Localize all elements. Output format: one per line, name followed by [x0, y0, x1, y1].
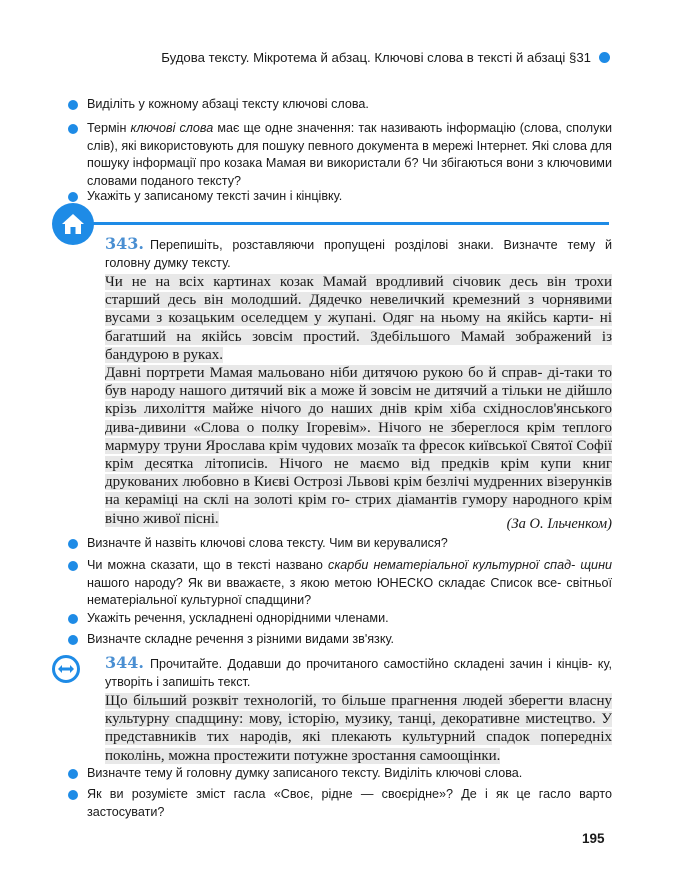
exercise-344-text — [105, 692, 612, 765]
task-text: Укажіть у записаному тексті зачин і кінцівку. — [87, 189, 343, 203]
header-dot-icon — [599, 52, 610, 63]
section-divider — [70, 222, 609, 225]
task-bullet — [87, 786, 612, 821]
exercise-number: 343. — [105, 234, 144, 253]
exercise-344-instruction — [105, 654, 612, 691]
page-number: 195 — [582, 831, 605, 846]
task-bullet — [87, 631, 612, 649]
task-text: Визначте й назвіть ключові слова тексту. Чим ви керувалися? — [87, 536, 448, 550]
task-bullet — [87, 120, 612, 190]
instruction-text: Прочитайте. Додавши до прочитаного самостійно складені зачин і кінців- ку, утворіть і запишіть текст. — [105, 657, 612, 689]
task-bullet — [87, 557, 612, 610]
text-paragraph: Що більший розквіт технологій, то більше прагнення людей зберегти власну культурну спадщину: мову, історію, музику, танці, декоративне мистецтво. У представників тих народів, які плекають культурний спадок попередніх поколінь, можна простежити потужне зростання самоощінки. — [105, 693, 612, 764]
task-bullet — [87, 96, 612, 114]
task-bullet — [87, 610, 612, 628]
task-text: Чи можна сказати, що в тексті названо скарби нематеріальної культурної спад- щини нашого народу? Як ви вважаєте, з якою метою ЮНЕСКО складає Список все- світньої нематеріальної культурної спадщини? — [87, 558, 613, 607]
instruction-text: Перепишіть, розставляючи пропущені розділові знаки. Визначте тему й головну думку тексту. — [105, 238, 612, 270]
exercise-343-text — [105, 273, 612, 528]
arrows-horizontal-icon — [52, 655, 80, 683]
italic-term: ключові слова — [130, 121, 214, 135]
author-attribution: (За О. Ільченком) — [506, 516, 612, 532]
home-icon — [52, 203, 94, 245]
header-title: Будова тексту. Мікротема й абзац. Ключові слова в тексті й абзаці §31 — [161, 50, 591, 65]
task-bullet — [87, 765, 612, 783]
text-paragraph: Чи не на всіх картинах козак Мамай вродливий січовик десь він трохи старший десь він молодший. Дядечко невеличкий кремезний з чорнявими вусами з козацьким оселедцем у жупані. Одяг на ньому на якійсь карти- ні багатший на якійсь зовсім простий. Здебільшого Мамай зображений із бандурою в руках. — [105, 274, 612, 363]
task-text: Виділіть у кожному абзаці тексту ключові слова. — [87, 97, 369, 111]
task-text: Визначте тему й головну думку записаного тексту. Виділіть ключові слова. — [87, 766, 523, 780]
exercise-number: 344. — [105, 653, 144, 672]
task-text: Як ви розумієте зміст гасла «Своє, рідне — своєрідне»? Де і як це гасло варто застосувати? — [87, 787, 612, 819]
task-bullet — [87, 535, 612, 553]
task-bullet — [87, 188, 612, 206]
italic-term: скарби нематеріальної культурної спад- щини — [328, 558, 613, 572]
exercise-343-instruction — [105, 235, 612, 272]
task-text: Укажіть речення, ускладнені однорідними членами. — [87, 611, 389, 625]
text-paragraph: Давні портрети Мамая мальовано ніби дитячою рукою бо й справ- ді-таки то був народу нашого дитячий вік а може й зовсім не дитячий а тільки не дійшло крізь лихоліття майже нічого до наших днів крім хіба східнослов'янського дива-дивини «Слова о полку Ігоревім». Нічого не збереглося крім теплого мармуру труни Ярослава крім чудових мозаїк та фресок київської Святої Софії крім десятка літописів. Нічого не маємо від предків крім купи книг друкованих любовно в Києві Острозі Львові крім безлічі мудренних візерунків на кераміці на склі на золоті крім го- стрих діамантів гумору народного крім вічно живої пісні. — [105, 365, 612, 527]
task-text: Термін ключові слова має ще одне значення: так називають інформацію (слова, сполуки слів), які використовують для пошуку певного документа в мережі Інтернет. Які слова для пошуку інформації про козака Мамая ви використали б? Чи збігаються вони з ключовими словами поданого тексту? — [87, 121, 612, 188]
task-text: Визначте складне речення з різними видами зв'язку. — [87, 632, 395, 646]
page-header — [160, 50, 610, 65]
